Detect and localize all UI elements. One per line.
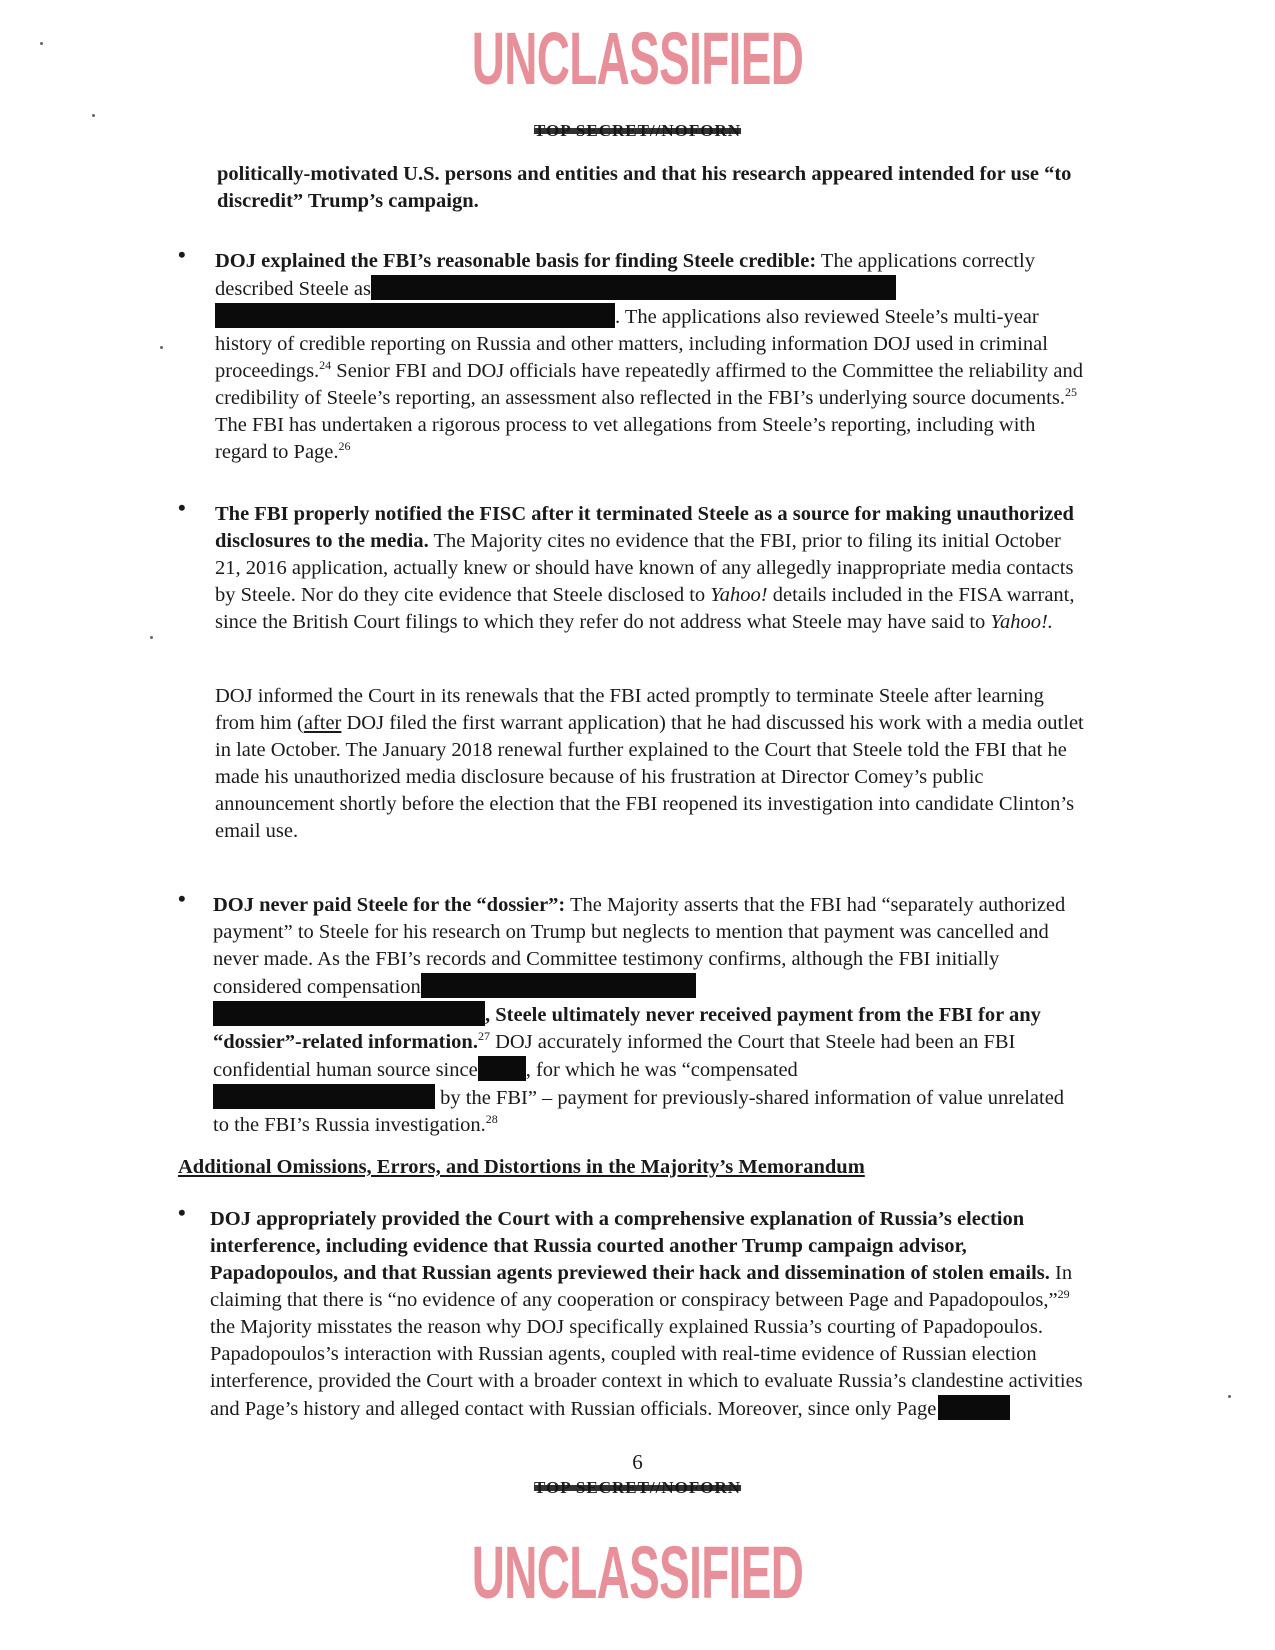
redaction-block xyxy=(213,1001,485,1026)
unclassified-stamp-top: UNCLASSIFIED xyxy=(471,17,804,100)
bullet-text: . The applications also reviewed Steele’s multi-year history of credible reporting on Russia and other matters, including information DOJ used in criminal proceedings. xyxy=(215,306,1048,382)
carryover-paragraph xyxy=(217,161,1077,215)
paragraph-text: DOJ informed the Court in its renewals that the FBI acted promptly to terminate Steele xyxy=(215,685,935,707)
footnote-ref[interactable]: 29 xyxy=(1057,1287,1070,1301)
bullet-text: by the FBI” – payment for previously-shared information of value unrelated to the FBI’s Russia investigation. xyxy=(213,1087,1065,1136)
section-heading: Additional Omissions, Errors, and Distortions in the Majority’s Memorandum xyxy=(178,1156,865,1178)
paragraph-text: DOJ filed the first warrant application) that he had discussed his work with a media outlet in late October. The January 2018 renewal further explained to the Court that Steele told the FBI that he made his unauthorized media disclosure because of his frustration at Director Comey’s public announcement shortly before the election that the FBI reopened its investigation into candidate Clinton’s email use. xyxy=(215,712,1084,842)
carryover-text: politically-motivated U.S. persons and entities and that his research appeared intended for use “to discredit” Trump’s campaign. xyxy=(217,163,1072,212)
footnote-ref[interactable]: 24 xyxy=(319,358,332,372)
redaction-block xyxy=(371,275,896,300)
bullet-text: DOJ accurately informed the Court that Steele had been an FBI confidential human source since xyxy=(213,1031,1016,1081)
bullet-bold-text: , Steele ultimately never received payment from the FBI for any “dossier”-related information. xyxy=(213,1004,1041,1053)
bullet-heading: DOJ appropriately provided the Court with a comprehensive explanation of Russia’s election interference, including evidence that Russia courted another Trump campaign advisor, Papadopoulos, and that Russian agents previewed their hack and dissemination of stolen emails. xyxy=(210,1208,1050,1284)
bullet-russia-interference xyxy=(210,1206,1085,1423)
unclassified-stamp-bottom: UNCLASSIFIED xyxy=(471,1531,804,1614)
doj-renewals-paragraph xyxy=(215,683,1085,845)
scan-speck xyxy=(1228,1395,1231,1398)
bullet-marker: • xyxy=(178,495,186,520)
redaction-block xyxy=(215,303,615,328)
redaction-block xyxy=(938,1395,1010,1420)
bullet-heading: The FBI properly notified the FISC after it terminated Steele as a source for making unauthorized disclosures to the media. xyxy=(215,503,1074,552)
bullet-marker: • xyxy=(178,1200,186,1225)
bullet-text: In claiming that there is “no evidence of any cooperation or conspiracy between Page and Papadopoulos,” xyxy=(210,1262,1073,1311)
footnote-ref[interactable]: 27 xyxy=(477,1029,490,1043)
bullet-text: details included in the FISA warrant, since the British Court filings to which they refer do not address what Steele may have said to xyxy=(215,584,1075,633)
bullet-heading: DOJ never paid Steele for the “dossier”: xyxy=(213,894,566,916)
footnote-ref[interactable]: 25 xyxy=(1064,385,1077,399)
classification-marking-top: TOP SECRET//NOFORN xyxy=(533,121,742,140)
page-number: 6 xyxy=(632,1450,643,1474)
scan-speck xyxy=(150,636,153,639)
bullet-heading: DOJ explained the FBI’s reasonable basis for finding Steele credible: xyxy=(215,250,817,272)
publication-name: Yahoo! xyxy=(710,584,768,606)
bullet-text: The FBI has undertaken a rigorous process to vet allegations from Steele’s reporting, including with regard to Page. xyxy=(215,414,1036,463)
bullet-text: The Majority asserts that the FBI had “separately authorized payment” to Steele for his research on Trump but neglects to mention that payment was cancelled and never made. As the FBI’s records and Committee testimony confirms, although the FBI initially considered compensation xyxy=(213,894,1066,998)
bullet-text: the Majority misstates the reason why DOJ specifically explained Russia’s courting of Papadopoulos. Papadopoulos’s interaction with Russian agents, coupled with real-time evidence of Russian election interference, provided the Court with a broader context in which to evaluate Russia’s clandestine activities and Page’s history and alleged contact with Russian officials. Moreover, since only Page xyxy=(210,1316,1083,1420)
scan-speck xyxy=(40,42,43,45)
redaction-block xyxy=(213,1084,435,1109)
bullet-text: Senior FBI and DOJ officials have repeatedly affirmed to the Committee the reliability and credibility of Steele’s reporting, an assessment also reflected in the FBI’s underlying source documents. xyxy=(215,360,1084,409)
paragraph-text: after xyxy=(934,685,972,707)
redaction-block xyxy=(421,973,696,998)
bullet-dossier-payment xyxy=(213,892,1085,1139)
scan-speck xyxy=(92,114,95,117)
bullet-text: The applications correctly described Steele as xyxy=(215,250,1035,300)
paragraph-text: learning from him ( xyxy=(215,685,1044,734)
publication-name: Yahoo!. xyxy=(990,611,1053,633)
bullet-steele-credible xyxy=(215,248,1085,466)
footnote-ref[interactable]: 28 xyxy=(485,1112,498,1126)
bullet-marker: • xyxy=(178,886,186,911)
scan-speck xyxy=(160,346,163,349)
underlined-after: after xyxy=(303,712,342,734)
bullet-fisc-notified xyxy=(215,501,1085,636)
redaction-block xyxy=(478,1056,526,1081)
footnote-ref[interactable]: 26 xyxy=(338,439,351,453)
bullet-text: The Majority cites no evidence that the FBI, prior to filing its initial October 21, 2016 application, actually knew or should have known of any allegedly inappropriate media contacts by Steele. Nor do they cite evidence that Steele disclosed to xyxy=(215,530,1074,606)
classification-marking-bottom: TOP SECRET//NOFORN xyxy=(533,1478,742,1497)
bullet-text: , for which he was “compensated xyxy=(525,1059,798,1081)
bullet-marker: • xyxy=(178,242,186,267)
